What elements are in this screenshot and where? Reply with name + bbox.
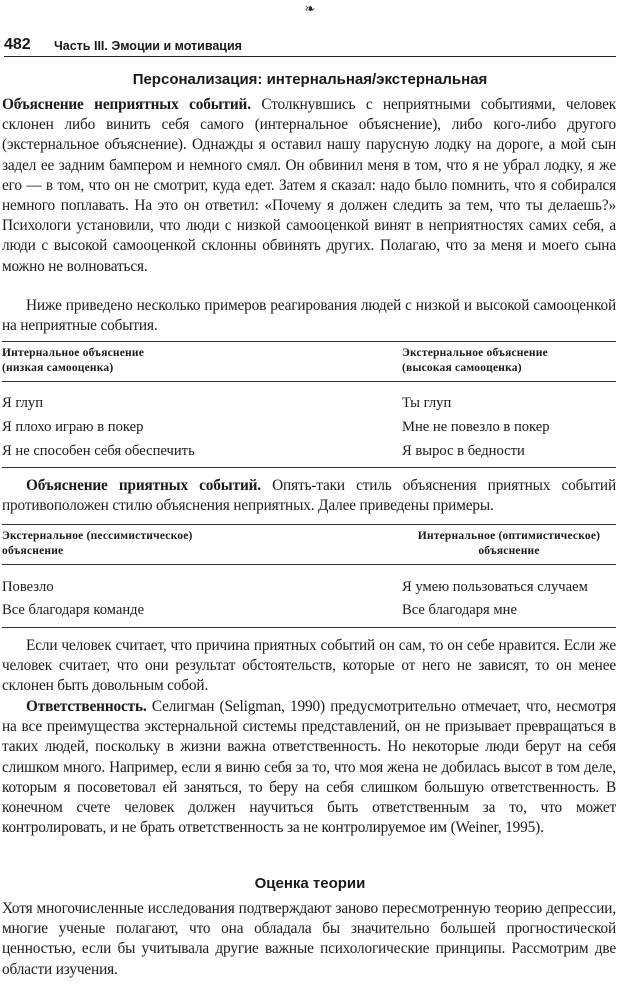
header-line: (низкая самооценка) (2, 362, 114, 374)
table-cell: Я глуп (2, 395, 44, 411)
table-cell: Повезло (2, 579, 54, 595)
header-line: Экстернальное объяснение (402, 347, 548, 359)
text-unpleasant-events: Столкнувшись с неприятными событиями, человек склонен либо винить себя самого (интернальное объяснение), либо кого-либо другого (экстернальное объяснение). Однажды я оставил нашу парусную лодку на дороге, а мой сын задел ее задним бампером и немного смял. Он обвинил меня в том, что я не убрал лодку, я же его — в том, что он не смотрит, куда едет. Затем я сказал: надо было помнить, что я собирался немного поплавать. На это он ответил: «Почему я должен следить за тем, что ты делаешь?» Психологи установили, что люди с низкой самооценкой винят в неприятностях самих себя, а люди с высокой самооценкой склонны обвинять других. Полагаю, что за меня и моего сына можно не волноваться. (2, 96, 616, 275)
section-heading-personalization: Персонализация: интернальная/экстернальная (132, 71, 488, 88)
table-header-internal (402, 529, 616, 559)
section-heading-evaluation: Оценка теории (254, 875, 366, 892)
header-line: (высокая самооценка) (402, 362, 522, 374)
table-cell: Ты глуп (402, 395, 452, 411)
chapter-title: Часть III. Эмоции и мотивация (54, 39, 242, 53)
lead-responsibility: Ответственность. (26, 698, 147, 715)
paragraph-self-liking: Если человек считает, что причина приятных событий он сам, то он себе нравится. Если же человек считает, что они результат обстоятельств, которые от него не зависят, то он менее склонен быть довольным собой. (2, 637, 616, 695)
table-top-rule (2, 524, 616, 525)
table-bottom-rule (2, 467, 616, 468)
table-cell: Я умею пользоваться случаем (402, 579, 588, 595)
table-cell: Я плохо играю в покер (2, 419, 144, 435)
header-line: объяснение (478, 545, 540, 557)
table-cell: Все благодаря команде (2, 602, 145, 618)
paragraph-examples-intro: Ниже приведено несколько примеров реагирования людей с низкой и высокой самооценкой на неприятные события. (2, 297, 616, 335)
lead-pleasant-events: Объяснение приятных событий. (26, 477, 261, 494)
table-header-external (2, 529, 193, 559)
running-head (4, 36, 616, 57)
table-top-rule (2, 341, 616, 342)
header-line: Интернальное (оптимистическое) (417, 530, 601, 542)
table-cell: Я вырос в бедности (402, 443, 525, 459)
paragraph-pleasant-events (2, 476, 616, 516)
ornament-icon: ❧ (304, 1, 316, 16)
header-line: Интернальное объяснение (2, 347, 145, 359)
header-line: Экстернальное (пессимистическое) (2, 530, 193, 542)
page-number: 482 (4, 36, 31, 53)
table-header-rule (2, 381, 616, 382)
table-bottom-rule (2, 627, 616, 628)
text-pleasant-events: Опять-таки стиль объяснения приятных событий противоположен стилю объяснения неприятных. Далее приведены примеры. (2, 477, 616, 515)
table-cell: Все благодаря мне (402, 602, 517, 618)
header-line: объяснение (2, 545, 64, 557)
table-header-external (402, 346, 548, 376)
text-responsibility: Селигман (Seligman, 1990) предусмотрительно отмечает, что, несмотря на все преимущества экстернальной системы представлений, он не призывает превращаться в таких людей, поскольку в жизни важна ответственность. Но некоторые люди берут на себя слишком много. Например, если я виню себя за то, что моя жена не добилась высот в том деле, которым я посоветовал ей заняться, то беру на себя слишком большую ответственность. В конечном счете человек должен научиться быть ответственным за то, что может контролировать, и не брать ответственность за не контролируемое им (Weiner, 1995). (2, 698, 616, 837)
table-unpleasant-explanations (2, 341, 616, 468)
lead-unpleasant-events: Объяснение неприятных событий. (2, 96, 251, 113)
paragraph-unpleasant-events (2, 95, 616, 277)
table-pleasant-explanations (2, 524, 616, 628)
table-cell: Мне не повезло в покер (402, 419, 550, 435)
paragraph-responsibility (2, 697, 616, 838)
table-header-rule (2, 564, 616, 565)
table-header-internal (2, 346, 144, 376)
paragraph-evaluation: Хотя многочисленные исследования подтверждают заново пересмотренную теорию депрессии, многие ученые полагают, что она обладала бы значительно большей прогностической ценностью, если бы учитывала другие важные психологические принципы. Рассмотрим две области изучения. (2, 900, 616, 978)
table-cell: Я не способен себя обеспечить (2, 443, 195, 459)
